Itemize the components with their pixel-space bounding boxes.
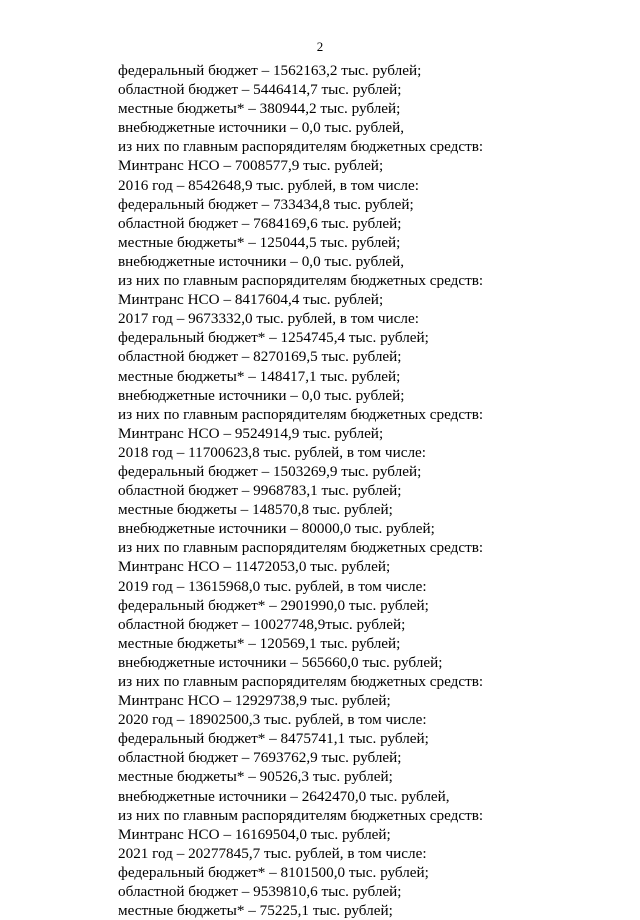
text-line: 2021 год – 20277845,7 тыс. рублей, в том числе: (118, 844, 427, 862)
text-line: Минтранс НСО – 8417604,4 тыс. рублей; (118, 291, 384, 309)
text-line: 2017 год – 9673332,0 тыс. рублей, в том числе: (118, 310, 419, 328)
text-line: внебюджетные источники – 0,0 тыс. рублей, (118, 119, 405, 137)
text-line: местные бюджеты* – 90526,3 тыс. рублей; (118, 768, 393, 786)
text-line: областной бюджет – 9539810,6 тыс. рублей; (118, 883, 402, 901)
text-line: местные бюджеты – 148570,8 тыс. рублей; (118, 501, 393, 519)
document-body (118, 61, 598, 920)
text-line: Минтранс НСО – 12929738,9 тыс. рублей; (118, 692, 391, 710)
text-line: из них по главным распорядителям бюджетных средств: (118, 673, 484, 690)
text-line: из них по главным распорядителям бюджетных средств: (118, 272, 484, 290)
text-line: местные бюджеты* – 125044,5 тыс. рублей; (118, 233, 401, 251)
text-line: областной бюджет – 9968783,1 тыс. рублей; (118, 482, 402, 500)
text-line: областной бюджет – 5446414,7 тыс. рублей; (118, 81, 402, 99)
text-line: федеральный бюджет* – 1254745,4 тыс. рублей; (118, 329, 429, 347)
text-line: внебюджетные источники – 0,0 тыс. рублей, (118, 252, 405, 270)
text-line: из них по главным распорядителям бюджетных средств: (118, 405, 484, 423)
text-line: 2019 год – 13615968,0 тыс. рублей, в том числе: (118, 577, 427, 595)
text-line: Минтранс НСО – 9524914,9 тыс. рублей; (118, 424, 384, 442)
text-line: федеральный бюджет – 1562163,2 тыс. рублей; (118, 62, 422, 79)
text-line: 2016 год – 8542648,9 тыс. рублей, в том числе: (118, 176, 419, 194)
text-line: внебюджетные источники – 2642470,0 тыс. рублей, (118, 787, 450, 805)
page-number: 2 (316, 39, 324, 54)
text-line: из них по главным распорядителям бюджетных средств: (118, 806, 484, 824)
text-line: федеральный бюджет* – 8475741,1 тыс. рублей; (118, 730, 429, 748)
text-line: местные бюджеты* – 148417,1 тыс. рублей; (118, 367, 401, 385)
text-line: из них по главным распорядителям бюджетных средств: (118, 138, 484, 156)
text-line: областной бюджет – 7693762,9 тыс. рублей; (118, 749, 402, 767)
text-line: 2020 год – 18902500,3 тыс. рублей, в том числе: (118, 711, 427, 729)
text-line: местные бюджеты* – 380944,2 тыс. рублей; (118, 100, 401, 118)
text-line: местные бюджеты* – 75225,1 тыс. рублей; (118, 902, 393, 920)
text-line: областной бюджет – 10027748,9тыс. рублей; (118, 615, 406, 633)
text-line: областной бюджет – 7684169,6 тыс. рублей; (118, 214, 402, 232)
text-line: внебюджетные источники – 565660,0 тыс. рублей; (118, 653, 443, 671)
text-line: Минтранс НСО – 11472053,0 тыс. рублей; (118, 558, 391, 576)
text-line: внебюджетные источники – 0,0 тыс. рублей; (118, 386, 405, 404)
text-line: 2018 год – 11700623,8 тыс. рублей, в том числе: (118, 443, 426, 461)
text-line: федеральный бюджет* – 2901990,0 тыс. рублей; (118, 596, 429, 614)
text-line: областной бюджет – 8270169,5 тыс. рублей; (118, 348, 402, 366)
text-line: Минтранс НСО – 16169504,0 тыс. рублей; (118, 825, 391, 843)
text-line: федеральный бюджет – 733434,8 тыс. рублей; (118, 195, 414, 213)
text-line: из них по главным распорядителям бюджетных средств: (118, 539, 484, 557)
text-line: местные бюджеты* – 120569,1 тыс. рублей; (118, 634, 401, 652)
text-line: Минтранс НСО – 7008577,9 тыс. рублей; (118, 157, 384, 175)
text-line: федеральный бюджет – 1503269,9 тыс. рублей; (118, 462, 422, 480)
text-line: федеральный бюджет* – 8101500,0 тыс. рублей; (118, 863, 429, 881)
text-line: внебюджетные источники – 80000,0 тыс. рублей; (118, 520, 435, 538)
